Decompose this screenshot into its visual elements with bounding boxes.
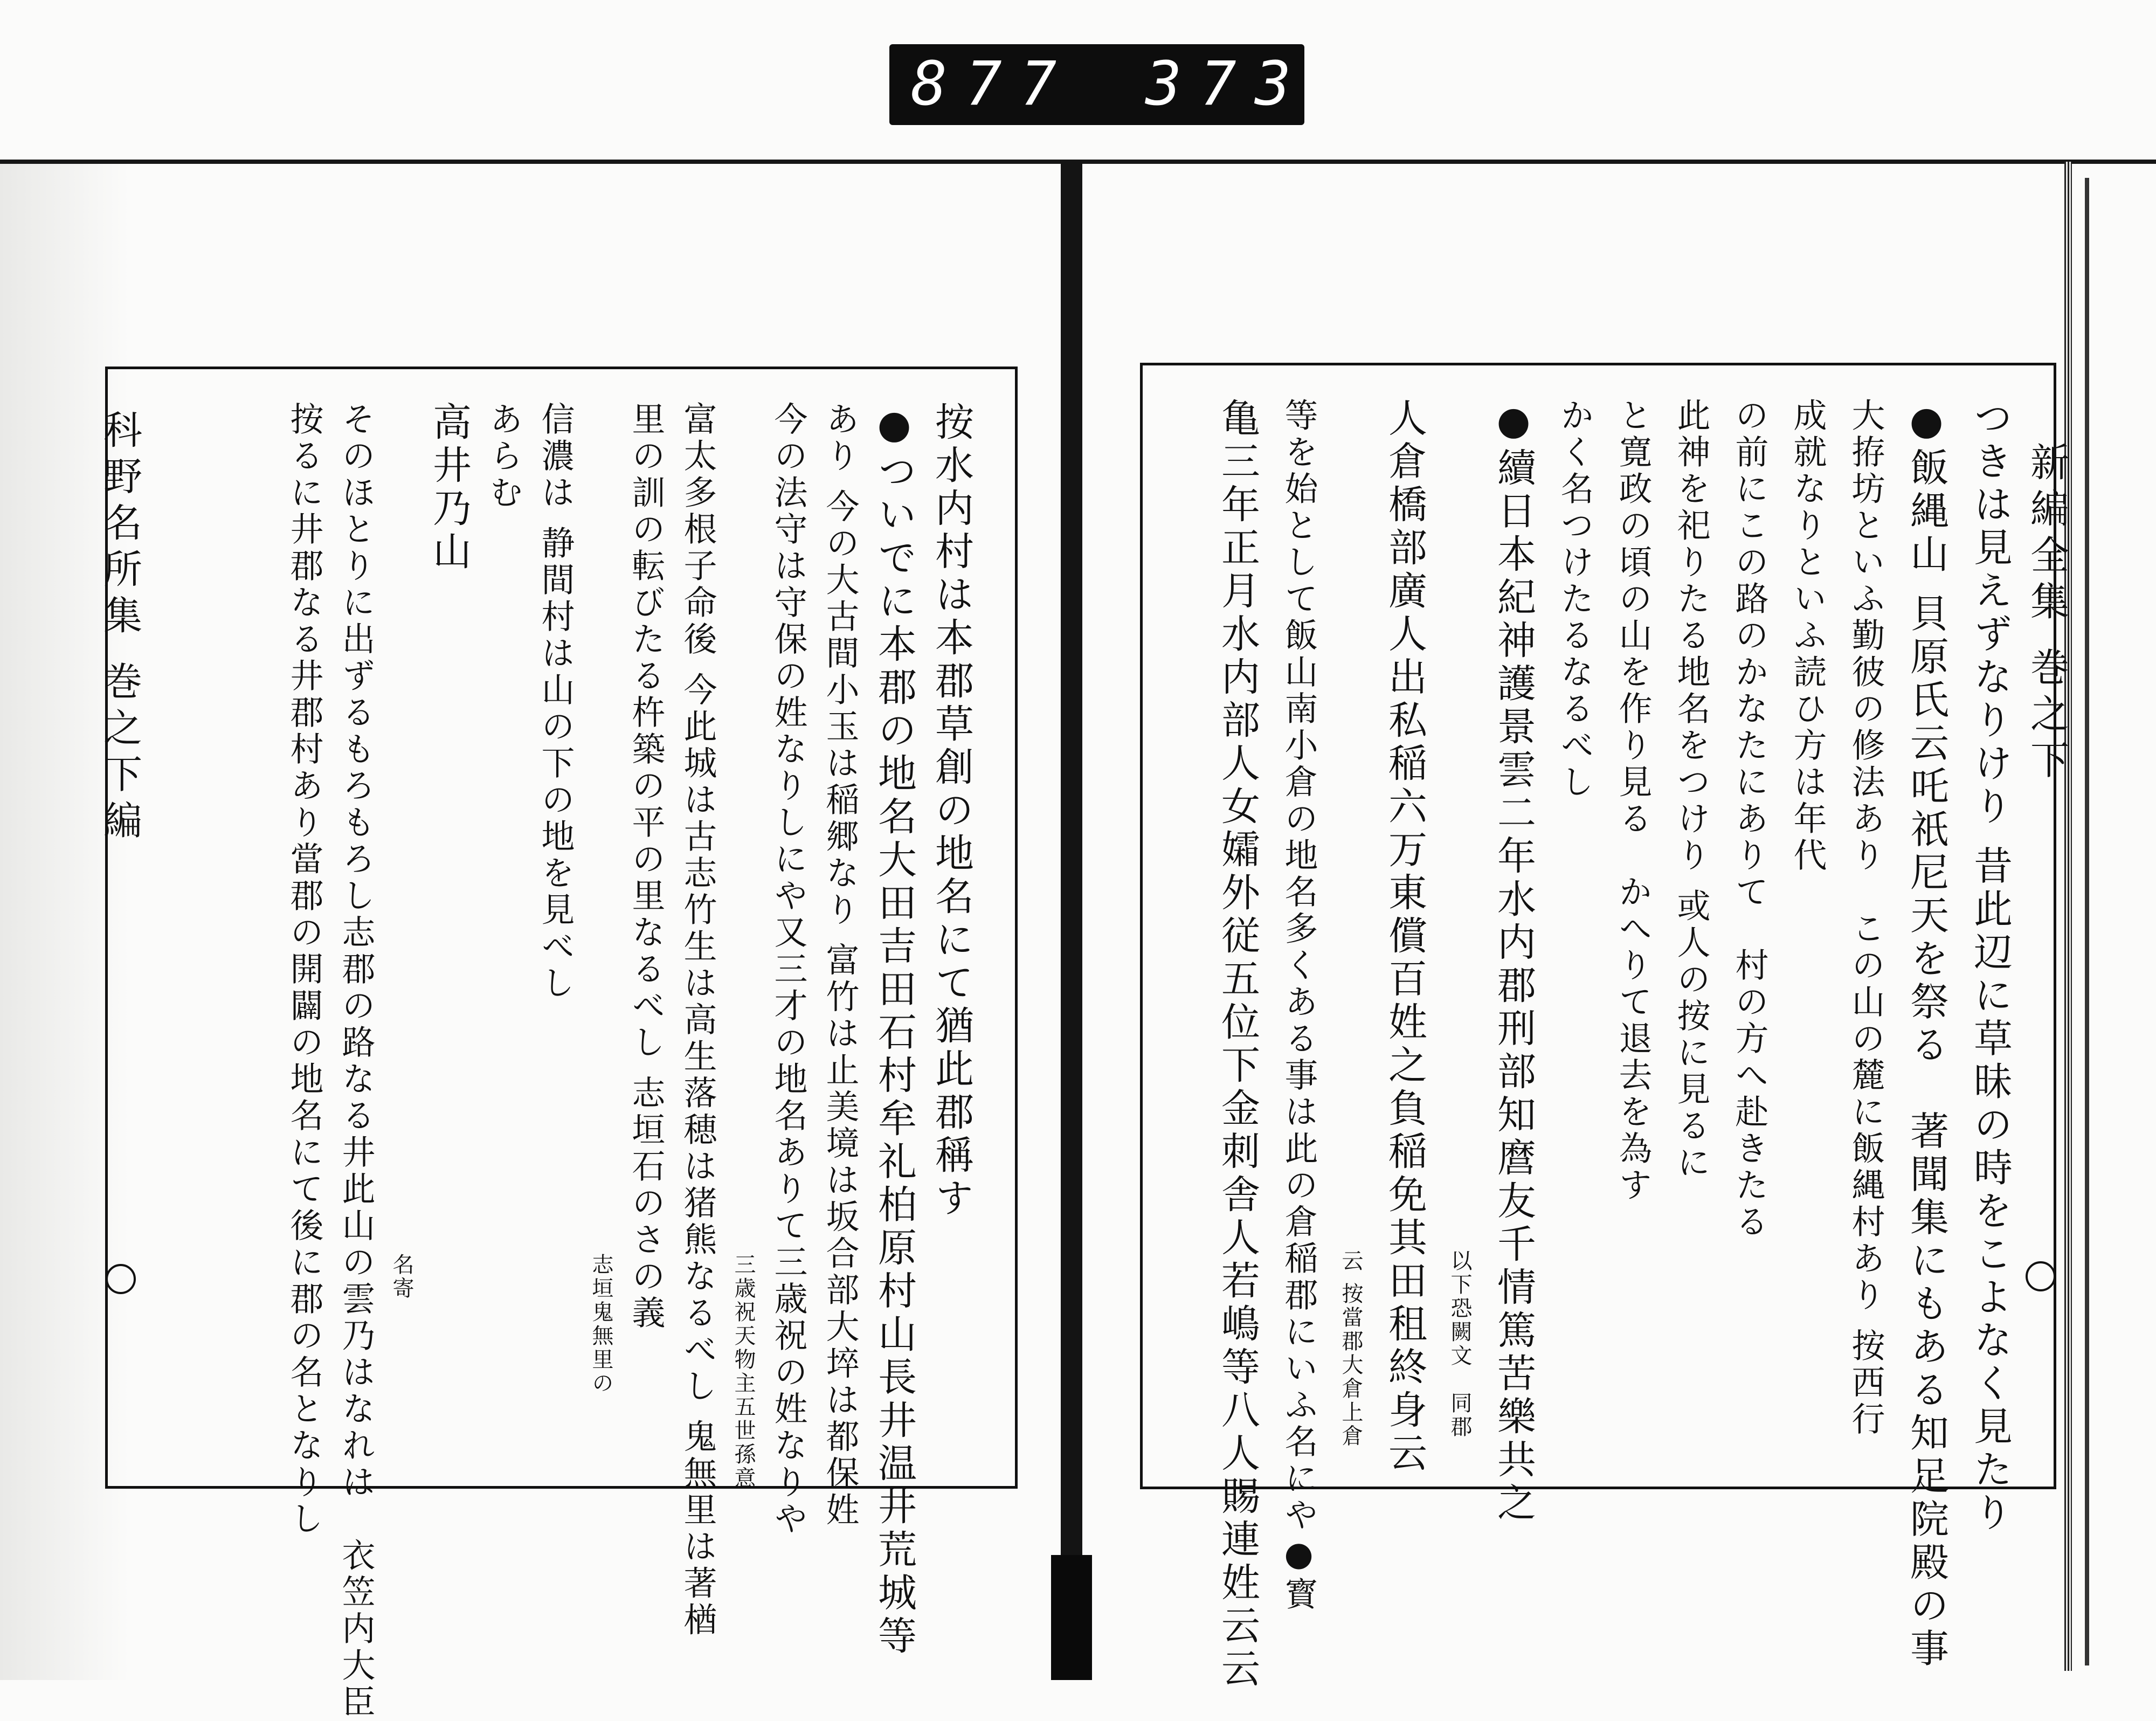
right-page-column: 此神を祀りたる地名をつけり 或人の按に見るに [1671,398,1711,1181]
right-page-column: 人倉橋部廣人出私稲六万東償百姓之負稲免其田租終身云 [1382,398,1427,1476]
left-page-column: 今の法守は守保の姓なりしにや又三才の地名ありて三歳祝の姓なりや [769,402,808,1538]
right-page-column: 等を始として飯山南小倉の地名多くある事は此の倉稲郡にいふ名にや●寳 [1279,398,1318,1613]
right-page-column: 亀三年正月水内部人女孀外従五位下金刺舎人若嶋等八人賜連姓云云 [1215,398,1260,1691]
right-page-column: ●續日本紀神護景雲二年水内郡刑部知麿友千情篤苦樂共之 [1491,398,1536,1525]
left-page-column: 高井乃山 [426,402,472,574]
left-page-frame [105,367,1018,1721]
left-page-column: 按るに井郡なる井郡村あり當郡の開闢の地名にて後に郡の名となりし [285,402,324,1538]
left-page-column: 里の訓の転びたる杵築の平の里なるべし 志垣石のさの義 [626,402,666,1332]
right-page-column: かく名つけたるなるべし [1555,398,1594,801]
left-page-column: 三歳祝天物主五世孫意 [731,1253,756,1490]
catalog-number-right: 373 [1145,49,1310,119]
left-page-column: 按水内村は本郡草創の地名にて猶此郡稱す [929,402,974,1221]
left-margin-title: 科野名所集 巻之下編 [97,410,142,847]
catalog-number-left: 877 [911,49,1075,119]
left-page-column: あり 今の大古間小玉は稲郷なり 富竹は止美境は坂合部大埣は都保姓 [820,402,860,1529]
right-page-column: と寛政の頃の山を作り見る かへりて退去を為す [1613,398,1653,1204]
right-page-column: 以下恐闕文 同郡 [1447,1249,1472,1439]
right-page-frame [1140,363,2056,1691]
left-page-column: そのほとりに出ずるもろもろし志郡の路なる井此山の雲乃はなれは 衣笠内大臣 [336,402,376,1721]
page-edges-outer [2085,178,2089,1665]
catalog-number-label [889,44,1310,125]
spine-clip [1051,1555,1092,1680]
right-page-column: つきは見えずなりけり 昔此辺に草昧の時をこよなく見たり [1967,398,2013,1536]
left-page-column: 名寄 [389,1253,414,1301]
left-page-column: 志垣鬼無里の [589,1253,613,1395]
left-page-column: 富太多根子命後 今此城は古志竹生は高生落穂は猪熊なるべし 鬼無里は著楢 [678,402,717,1639]
right-page-column: 云 按當郡大倉上倉 [1338,1249,1363,1448]
right-page-column: 成就なりといふ読ひ方は年代 [1788,398,1827,874]
left-page-column: ●ついでに本郡の地名大田吉田石村牟礼柏原村山長井温井荒城等 [872,402,917,1658]
right-page-column: ●飯縄山 貝原氏云吒祇尼天を祭る 著聞集にもある知足院殿の事 [1904,398,1949,1671]
right-page-column: の前にこの路のかなたにありて 村の方へ赴きたる [1730,398,1769,1241]
book-spine [1061,162,1082,1680]
left-page-column: 信濃は 静間村は山の下の地を見べし [536,402,575,1002]
left-page-column: あらむ [484,402,523,512]
right-page-column: 大拵坊といふ勤彼の修法あり この山の麓に飯縄村あり 按西行 [1846,398,1885,1438]
right-margin-title: 新編全集 巻之下 [2024,442,2069,786]
